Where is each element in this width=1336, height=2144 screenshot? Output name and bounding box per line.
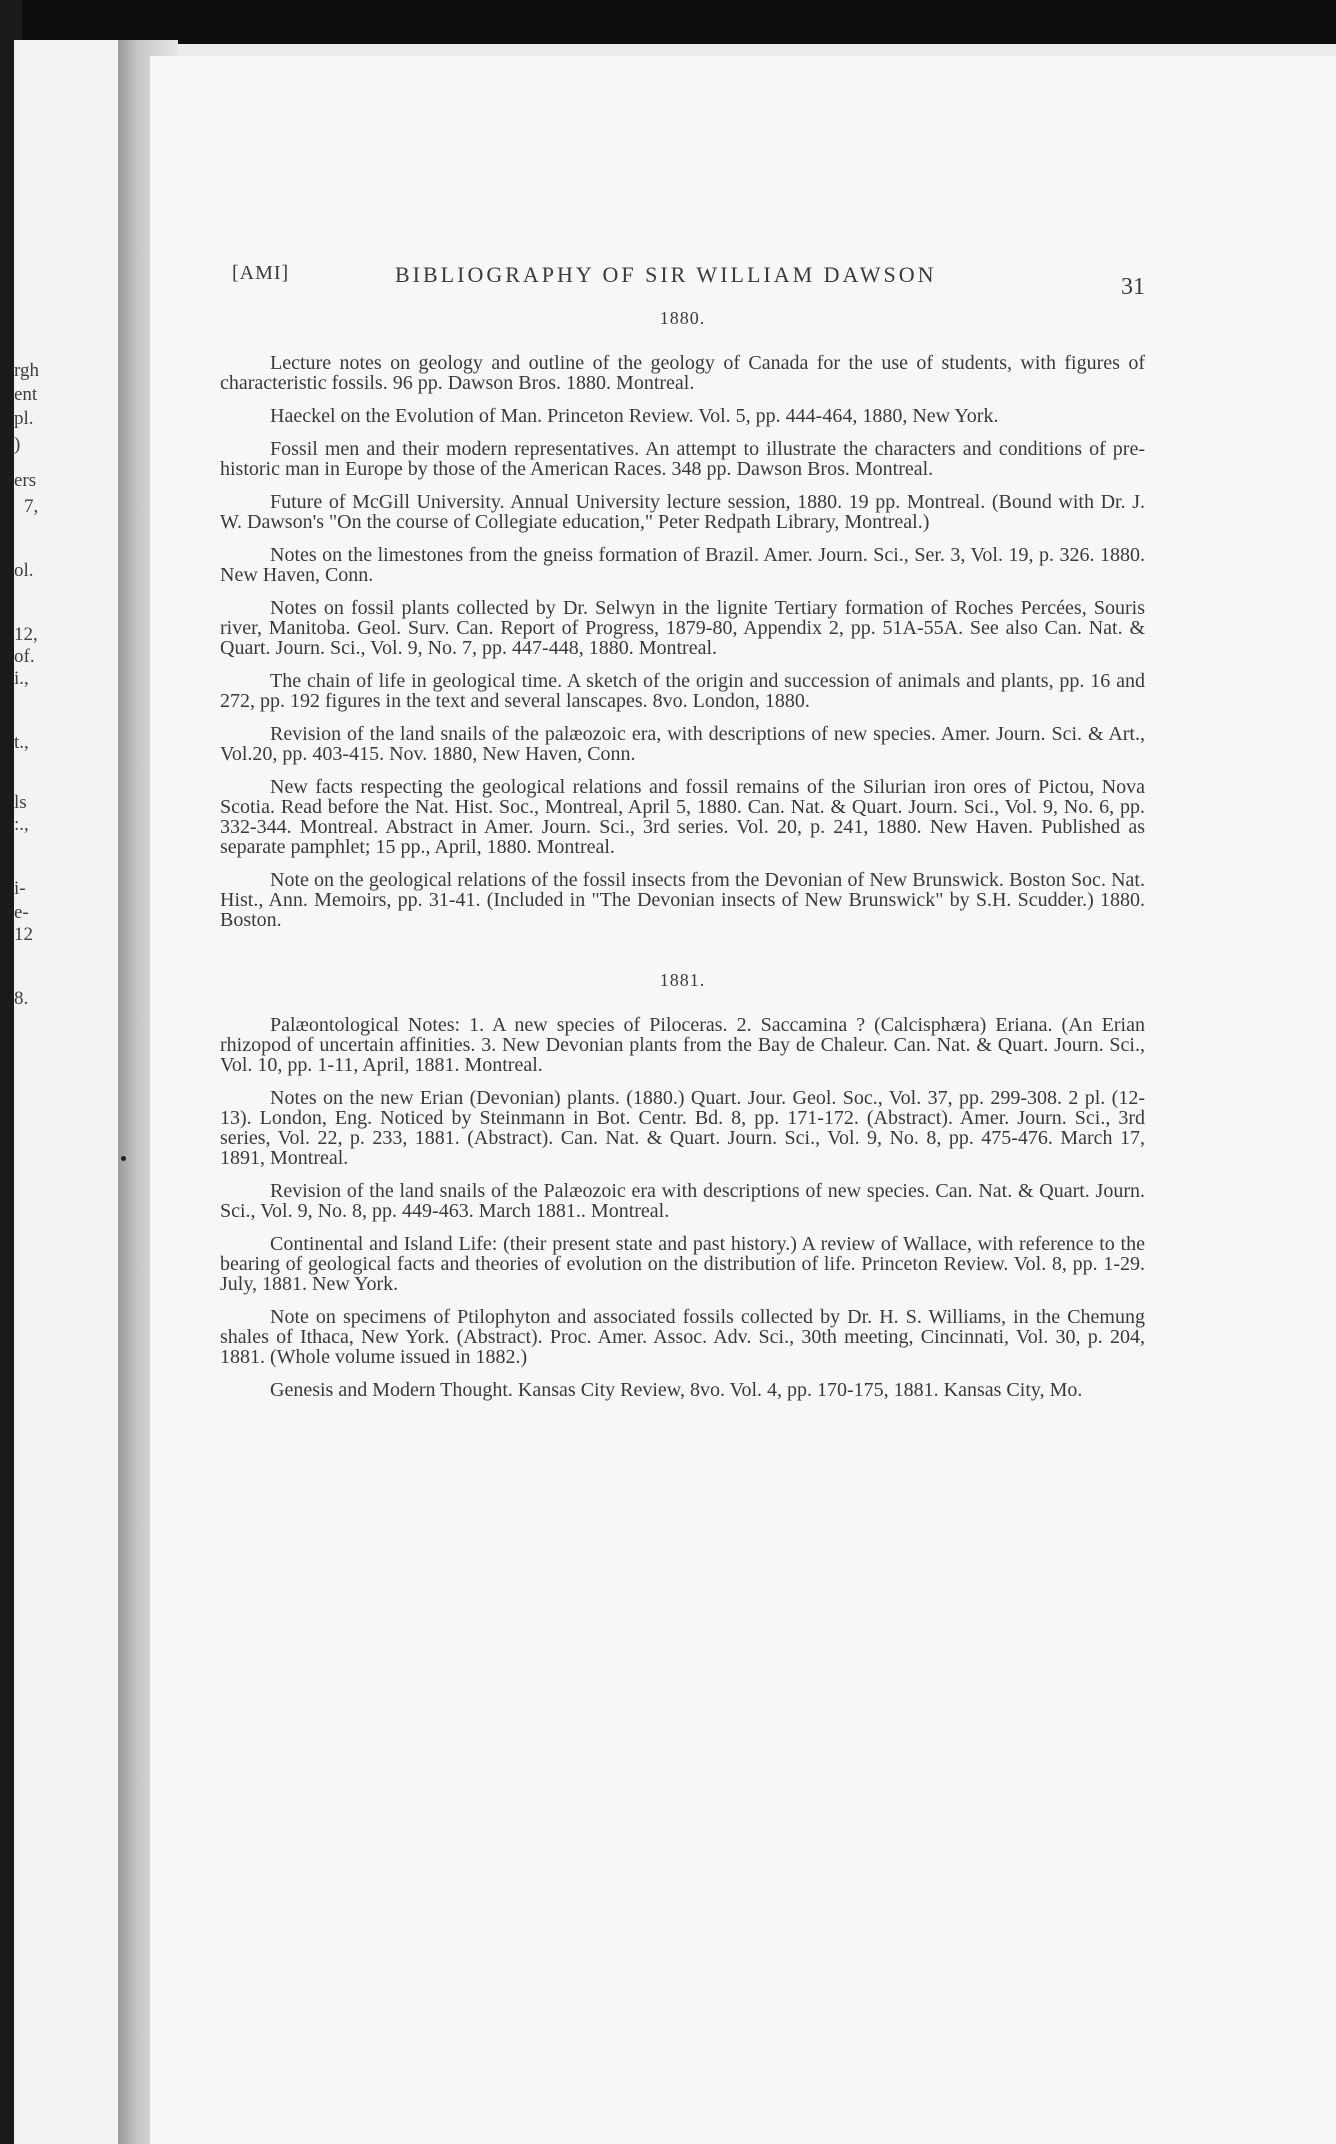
facing-page-text: ent <box>14 384 38 405</box>
facing-page-text: ) <box>14 434 21 455</box>
margin-dot <box>121 1156 126 1161</box>
bibliography-entry: Future of McGill University. Annual University lecture session, 1880. 19 pp. Montreal. (Bound with Dr. J. W. Dawson's "On the course of Collegiate education," Peter Redpath Library, Montreal.) <box>220 491 1145 533</box>
facing-page-text: i., <box>14 668 29 689</box>
year-heading: 1880. <box>659 308 706 328</box>
header-code: [AMI] <box>232 262 290 284</box>
facing-page-text: ol. <box>14 560 34 581</box>
bibliography-entry: Note on the geological relations of the fossil insects from the Devonian of New Brunswick. Boston Soc. Nat. Hist., Ann. Memoirs, pp. 31-41. (Included in "The Devonian insects of New Brunswick" by S.H. Scudder.) 1880. Boston. <box>220 869 1145 931</box>
page-number: 31 <box>1121 274 1145 300</box>
bibliography-entry: Revision of the land snails of the Palæozoic era with descriptions of new species. Can. Nat. & Quart. Journ. Sci., Vol. 9, No. 8, pp. 449-463. March 1881.. Montreal. <box>220 1180 1145 1222</box>
facing-page-text: pl. <box>14 408 34 429</box>
bibliography-entry: Notes on the limestones from the gneiss formation of Brazil. Amer. Journ. Sci., Ser. 3, Vol. 19, p. 326. 1880. New Haven, Conn. <box>220 544 1145 586</box>
bibliography-entry: Genesis and Modern Thought. Kansas City Review, 8vo. Vol. 4, pp. 170-175, 1881. Kansas City, Mo. <box>270 1379 1083 1401</box>
bibliography-entry: Revision of the land snails of the palæozoic era, with descriptions of new species. Amer. Journ. Sci. & Art., Vol.20, pp. 403-415. Nov. 1880, New Haven, Conn. <box>220 723 1145 765</box>
bibliography-entry: Haeckel on the Evolution of Man. Princeton Review. Vol. 5, pp. 444-464, 1880, New York. <box>270 405 999 427</box>
facing-page-text: t., <box>14 732 29 753</box>
bibliography-entry: New facts respecting the geological relations and fossil remains of the Silurian iron ores of Pictou, Nova Scotia. Read before the Nat. Hist. Soc., Montreal, April 5, 1880. Can. Nat. & Quart. Journ. Sci., Vol. 9, No. 6, pp. 332-344. Montreal. Abstract in Amer. Journ. Sci., 3rd series. Vol. 20, p. 241, 1880. New Haven. Published as separate pamphlet; 15 pp., April, 1880. Montreal. <box>220 776 1145 858</box>
year-heading: 1881. <box>659 970 706 990</box>
bibliography-entry: Notes on fossil plants collected by Dr. Selwyn in the lignite Tertiary formation of Roches Percées, Souris river, Manitoba. Geol. Surv. Can. Report of Progress, 1879-80, Appendix 2, pp. 51A-55A. See also Can. Nat. & Quart. Journ. Sci., Vol. 9, No. 7, pp. 447-448, 1880. Montreal. <box>220 597 1145 659</box>
facing-page-text: 12 <box>14 924 33 945</box>
running-head <box>220 262 1145 302</box>
bibliography-entry: Note on specimens of Ptilophyton and associated fossils collected by Dr. H. S. Williams, in the Chemung shales of Ithaca, New York. (Abstract). Proc. Amer. Assoc. Adv. Sci., 30th meeting, Cincinnati, Vol. 30, p. 204, 1881. (Whole volume issued in 1882.) <box>220 1306 1145 1368</box>
facing-page-text: 7, <box>24 496 39 517</box>
facing-page-text: e- <box>14 902 29 923</box>
bibliography-entry: Fossil men and their modern representatives. An attempt to illustrate the characters and conditions of pre-historic man in Europe by those of the American Races. 348 pp. Dawson Bros. Montreal. <box>220 438 1145 480</box>
bibliography-entry: Palæontological Notes: 1. A new species of Piloceras. 2. Saccamina ? (Calcisphæra) Eriana. (An Erian rhizopod of uncertain affinities. 3. New Devonian plants from the Bay de Chaleur. Can. Nat. & Quart. Journ. Sci., Vol. 10, pp. 1-11, April, 1881. Montreal. <box>220 1014 1145 1076</box>
bibliography-entry: Lecture notes on geology and outline of the geology of Canada for the use of students, with figures of characteristic fossils. 96 pp. Dawson Bros. 1880. Montreal. <box>220 352 1145 394</box>
page-title: BIBLIOGRAPHY OF SIR WILLIAM DAWSON <box>395 262 937 287</box>
facing-page-text: rgh <box>14 360 39 381</box>
facing-page-text: :., <box>14 814 29 835</box>
facing-page-text: i- <box>14 878 26 899</box>
top-border <box>0 0 1336 44</box>
facing-page-text: ls <box>14 792 27 813</box>
bibliography-entry: Continental and Island Life: (their present state and past history.) A review of Wallace, with reference to the bearing of geological facts and theories of evolution on the distribution of life. Princeton Review. Vol. 8, pp. 1-29. July, 1881. New York. <box>220 1233 1145 1295</box>
facing-page-text: 12, <box>14 624 38 645</box>
bibliography-entry: The chain of life in geological time. A sketch of the origin and succession of animals and plants, pp. 16 and 272, pp. 192 figures in the text and several lanscapes. 8vo. London, 1880. <box>220 670 1145 712</box>
facing-page-text: ers <box>14 470 37 491</box>
bibliography-entry: Notes on the new Erian (Devonian) plants. (1880.) Quart. Jour. Geol. Soc., Vol. 37, pp. 299-308. 2 pl. (12-13). London, Eng. Noticed by Steinmann in Bot. Centr. Bd. 8, pp. 171-172. (Abstract). Amer. Journ. Sci., 3rd series, Vol. 22, p. 233, 1881. (Abstract). Can. Nat. & Quart. Journ. Sci., Vol. 9, No. 8, pp. 475-476. March 17, 1891, Montreal. <box>220 1087 1145 1169</box>
facing-page <box>14 40 134 2144</box>
page-content <box>220 262 1145 1413</box>
facing-page-text: of. <box>14 646 35 667</box>
facing-page-text: 8. <box>14 988 29 1009</box>
